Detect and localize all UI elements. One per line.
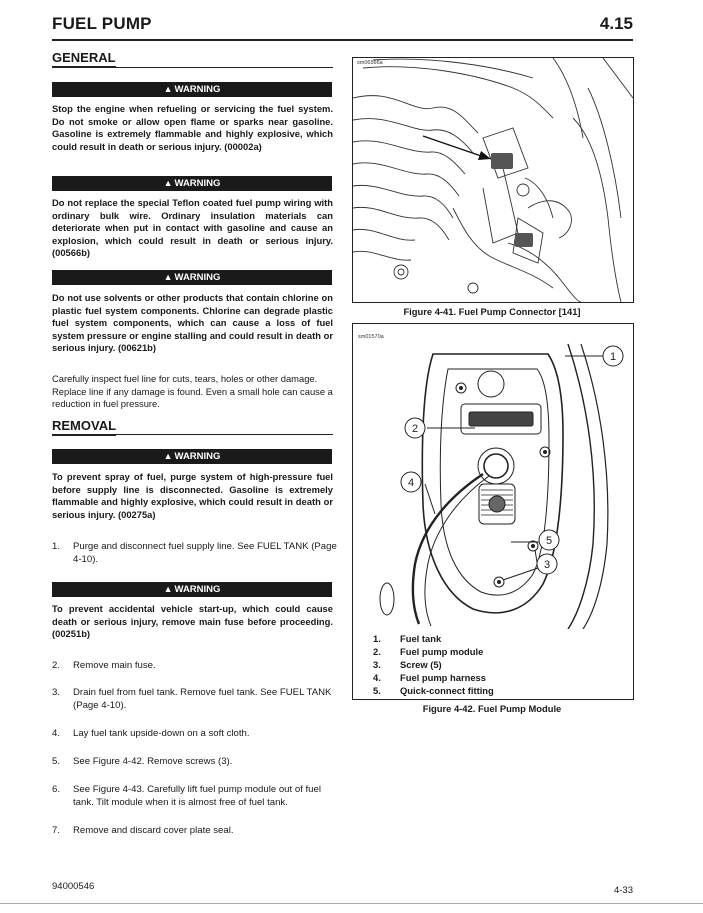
warning-bar: ▲ WARNING (52, 582, 332, 597)
warning-triangle-icon: ▲ (163, 178, 173, 188)
list-item: 7. Remove and discard cover plate seal. (52, 825, 234, 836)
list-item: 4. Lay fuel tank upside-down on a soft cloth. (52, 728, 250, 739)
section-heading-removal: REMOVAL (52, 418, 333, 436)
figure-id: sm06566a (357, 60, 383, 66)
section-rule (52, 67, 333, 68)
warning-bar: ▲ WARNING (52, 82, 332, 97)
figure-fuel-pump-connector (352, 57, 634, 303)
page-bottom-edge (0, 903, 703, 904)
page-title: FUEL PUMP (52, 14, 152, 33)
fuel-pump-module-illustration (353, 324, 633, 629)
warning-bar: ▲ WARNING (52, 449, 332, 464)
warning-bar: ▲ WARNING (52, 270, 332, 285)
warning-text: Do not use solvents or other products that contain chlorine on plastic fuel system components. Chlorine can degrade plastic fuel system components, which can cause a loss of fuel system pressure or engine stalling and could result in death or serious injury. (00621b) (52, 292, 333, 354)
warning-text: To prevent accidental vehicle start-up, which could cause death or serious injury, remove main fuse before proceeding. (00251b) (52, 603, 333, 640)
document-number: 94000546 (52, 881, 95, 892)
figure-caption: Figure 4-41. Fuel Pump Connector [141] (403, 306, 581, 317)
callout-label-5: 5 (545, 535, 553, 547)
warning-triangle-icon: ▲ (163, 84, 173, 94)
warning-text: Stop the engine when refueling or servicing the fuel system. Do not smoke or allow open flame or sparks near gasoline. Gasoline is extremely flammable and highly explosive, which could result in death or serious injury. (00002a) (52, 103, 333, 152)
warning-triangle-icon: ▲ (163, 584, 173, 594)
warning-text: Do not replace the special Teflon coated fuel pump wiring with ordinary bulk wire. Ordinary insulation materials can deteriorate when put in contact with gasoline and cause an explosion, which could result in death or serious injury. (00566b) (52, 197, 333, 259)
list-item: 2. Remove main fuse. (52, 660, 156, 671)
warning-triangle-icon: ▲ (163, 451, 173, 461)
warning-bar: ▲ WARNING (52, 176, 332, 191)
header-rule (52, 39, 633, 41)
warning-triangle-icon: ▲ (163, 272, 173, 282)
list-item: 3. Drain fuel from fuel tank. Remove fuel tank. See FUEL TANK (Page 4-10). (52, 687, 332, 711)
callout-label-1: 1 (609, 351, 617, 363)
engine-connector-illustration (353, 58, 633, 302)
section-rule (52, 434, 333, 435)
figure-caption: Figure 4-42. Fuel Pump Module (422, 703, 562, 714)
figure-id: sm01570a (358, 334, 384, 340)
callout-label-4: 4 (407, 477, 415, 489)
list-item: 1. Purge and disconnect fuel supply line. See FUEL TANK (Page 4-10). (52, 541, 337, 565)
figure-fuel-pump-module: 1 2 3 4 5 sm01570a 1. Fuel tank 2. Fuel pump module 3. Screw (5) 4. Fuel pump harness 5. Quick-connect fitting (352, 323, 634, 700)
callout-label-3: 3 (543, 559, 551, 571)
warning-text: To prevent spray of fuel, purge system of high-pressure fuel before supply line is disconnected. Gasoline is extremely flammable and highly explosive, which could result in death or serious injury. (00275a) (52, 471, 333, 520)
list-item: 5. See Figure 4-42. Remove screws (3). (52, 756, 233, 767)
body-paragraph: Carefully inspect fuel line for cuts, tears, holes or other damage. Replace line if any damage is found. Even a small hole can cause a reduction in fuel pressure. (52, 373, 333, 410)
section-number: 4.15 (599, 14, 633, 33)
list-item: 6. See Figure 4-43. Carefully lift fuel pump module out of fuel tank. Tilt module when it is almost free of fuel tank. (52, 784, 321, 808)
callout-label-2: 2 (411, 423, 419, 435)
section-heading-general: GENERAL (52, 50, 333, 68)
page-number: 4-33 (613, 885, 633, 896)
